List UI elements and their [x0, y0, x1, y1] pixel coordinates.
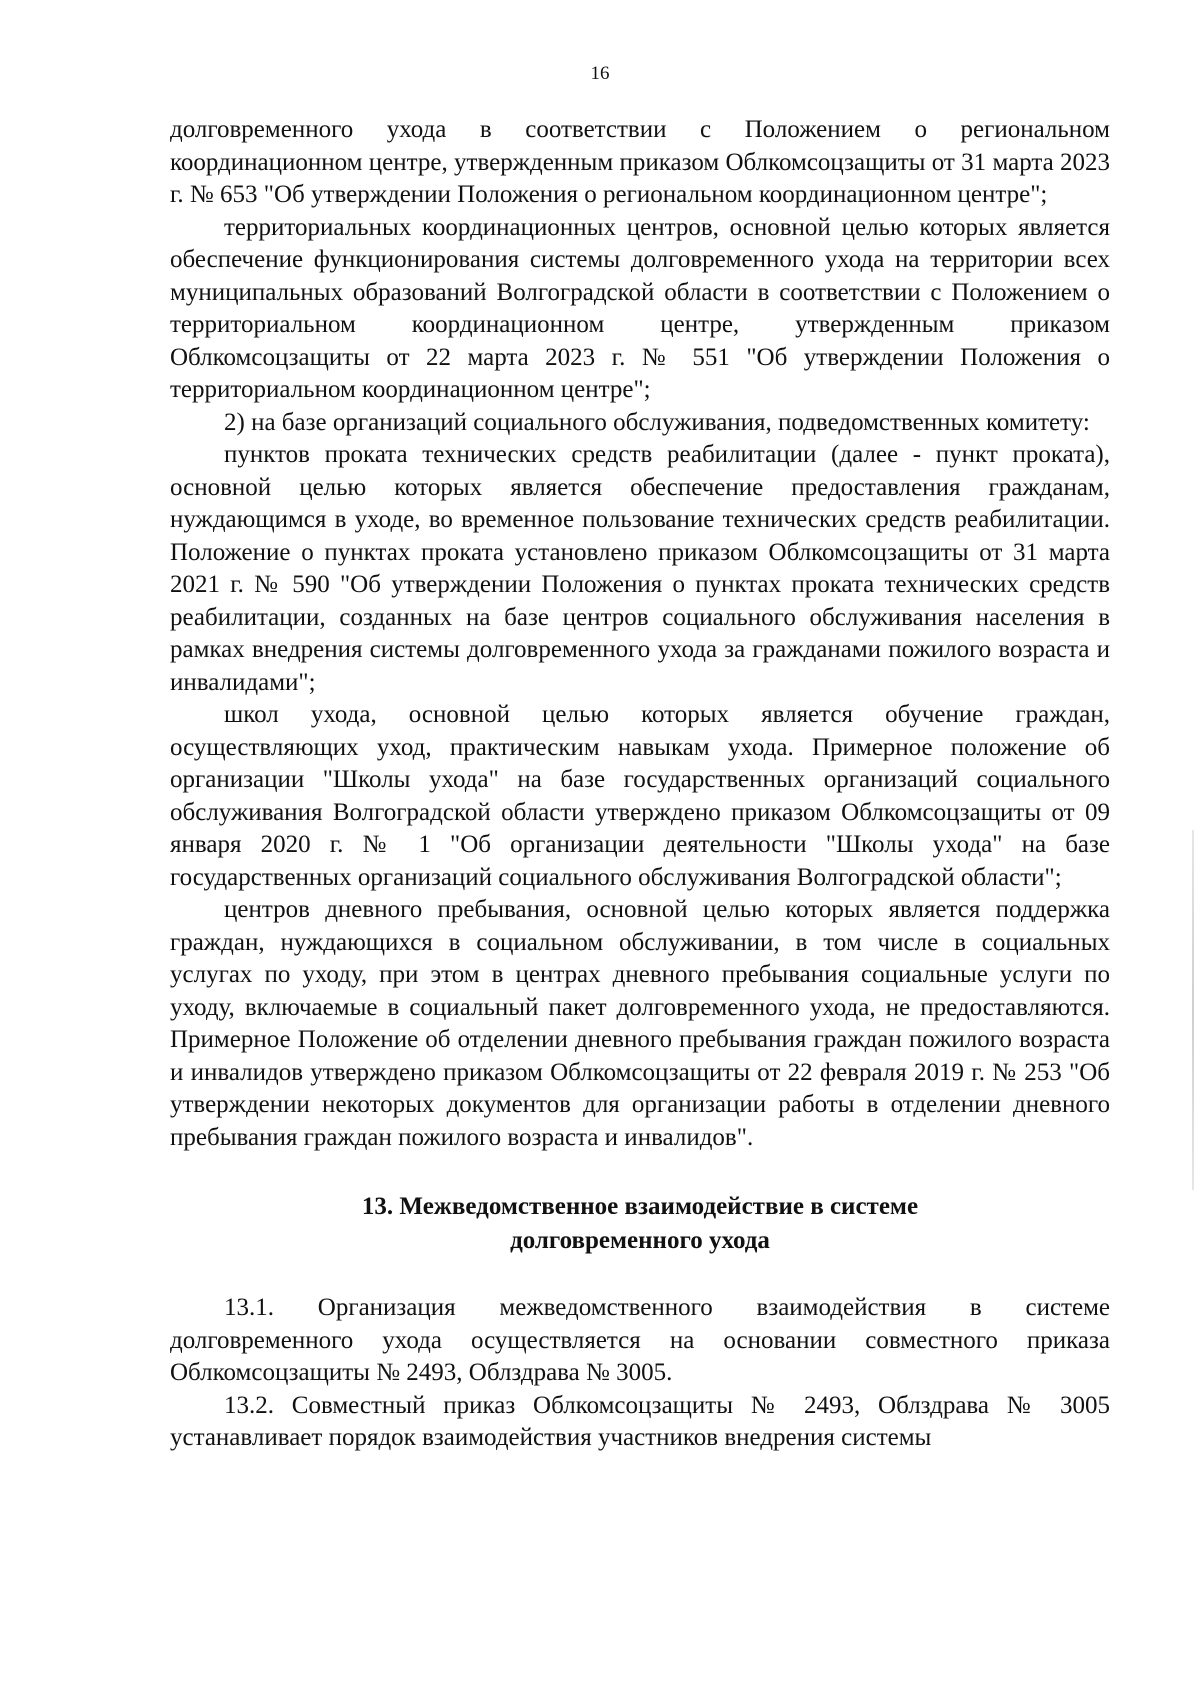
section-heading-line2: долговременного ухода	[510, 1227, 770, 1254]
section-heading-line1: 13. Межведомственное взаимодействие в системе	[361, 1193, 919, 1220]
document-body	[170, 114, 1110, 1455]
paragraph: центров дневного пребывания, основной целью которых является поддержка граждан, нуждающихся в социальном обслуживании, в том числе в социальных услугах по уходу, при этом в центрах дневного пребывания социальные услуги по уходу, включаемые в социальный пакет долговременного ухода, не предоставляются. Примерное Положение об отделении дневного пребывания граждан пожилого возраста и инвалидов утверждено приказом Облкомсоцзащиты от 22 февраля 2019 г. № 253 "Об утверждении некоторых документов для организации работы в отделении дневного пребывания граждан пожилого возраста и инвалидов".	[170, 896, 1110, 1151]
paragraph: школ ухода, основной целью которых является обучение граждан, осуществляющих уход, практическим навыкам ухода. Примерное положение об организации "Школы ухода" на базе государственных организаций социального обслуживания Волгоградской области утверждено приказом Облкомсоцзащиты от 09 января 2020 г. № 1 "Об организации деятельности "Школы ухода" на базе государственных организаций социального обслуживания Волгоградской области";	[170, 701, 1110, 891]
section-heading	[170, 1190, 1110, 1258]
paragraph: 13.2. Совместный приказ Облкомсоцзащиты № 2493, Облздрава № 3005 устанавливает порядок взаимодействия участников внедрения системы	[170, 1391, 1110, 1451]
paragraph-group-bottom	[170, 1292, 1110, 1455]
paragraph: 13.1. Организация межведомственного взаимодействия в системе долговременного ухода осуществляется на основании совместного приказа Облкомсоцзащиты № 2493, Облздрава № 3005.	[170, 1294, 1110, 1386]
paragraph: территориальных координационных центров, основной целью которых является обеспечение функционирования системы долговременного ухода на территории всех муниципальных образований Волгоградской области в соответствии с Положением о территориальном координационном центре, утвержденным приказом Облкомсоцзащиты от 22 марта 2023 г. № 551 "Об утверждении Положения о территориальном координационном центре";	[170, 213, 1110, 403]
paragraph: 2) на базе организаций социального обслуживания, подведомственных комитету:	[224, 408, 1090, 436]
paragraph: пунктов проката технических средств реабилитации (далее - пункт проката), основной целью которых является обеспечение предоставления гражданам, нуждающимся в уходе, во временное пользование технических средств реабилитации. Положение о пунктах проката установлено приказом Облкомсоцзащиты от 31 марта 2021 г. № 590 "Об утверждении Положения о пунктах проката технических средств реабилитации, созданных на базе центров социального обслуживания населения в рамках внедрения системы долговременного ухода за гражданами пожилого возраста и инвалидами";	[170, 441, 1110, 696]
paragraph-group-top	[170, 114, 1110, 1154]
scan-edge-mark	[1192, 830, 1194, 1190]
paragraph: долговременного ухода в соответствии с Положением о региональном координационном центре, утвержденным приказом Облкомсоцзащиты от 31 марта 2023 г. № 653 "Об утверждении Положения о региональном координационном центре";	[170, 116, 1110, 208]
page-number: 16	[590, 63, 610, 84]
